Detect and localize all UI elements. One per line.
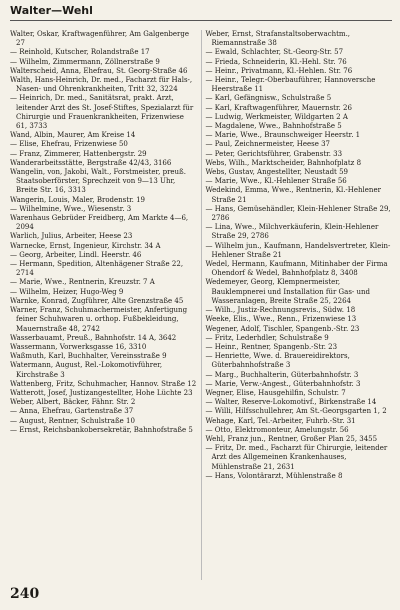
directory-entry: — Wilhelmine, Wwe., Wiesenstr. 3 [10, 204, 132, 213]
directory-entry: Walter, Oskar, Kraftwagenführer, Am Galgenberge 27 [10, 30, 189, 48]
directory-entry: — Wilhelm jun., Kaufmann, Handelsvertreter, Klein-Hehlener Straße 21 [205, 241, 391, 259]
directory-entry: — Heinr., Telegr.-Oberbauführer, Hannoversche Heerstraße 11 [205, 76, 376, 94]
directory-entry: — Hermann, Spedition, Altenhägener Straße 22, 2714 [10, 260, 184, 278]
directory-entry: — Ludwig, Werkmeister, Wildgarten 2 A [205, 112, 348, 121]
directory-entry: Webs, Gustav, Angestellter, Neustadt 59 [205, 168, 349, 177]
directory-entry: — Anna, Ehefrau, Gartenstraße 37 [10, 407, 134, 416]
left-column [10, 30, 197, 580]
directory-entry: — Wilhelm, Heizer, Hugo-Weg 9 [10, 287, 124, 296]
directory-entry: — Marg., Buchhalterin, Güterbahnhofstr. 3 [205, 370, 359, 379]
page-number: 240 [10, 586, 40, 602]
directory-entry: — Marie, Wwe., Braunschweiger Heerstr. 1 [205, 131, 361, 140]
directory-entry: — Heinr., Rentner, Spangenb.-Str. 23 [205, 342, 338, 351]
directory-entry: Wangelin, von, Jakobi, Walt., Forstmeister, preuß. Staatsoberförster, Sprechzeit von 9—13 Uhr, Breite Str. 16, 3313 [10, 168, 186, 195]
directory-entry: Warner, Franz, Schuhmachermeister, Anfertigung feiner Schuhwaren u. orthop. Fußbekleidung, Mauernstraße 48, 2742 [10, 306, 188, 333]
directory-entry: Walth, Hans-Heinrich, Dr. med., Facharzt für Hals-, Nasen- und Ohrenkrankheiten, Tritt 32, 3224 [10, 76, 193, 94]
directory-entry: — Walter, Reserve-Lokomotivf., Birkenstraße 14 [205, 398, 377, 407]
directory-entry: — Georg, Arbeiter, Lindl. Heerstr. 46 [10, 250, 142, 259]
directory-entry: Wedekind, Emma, Wwe., Rentnerin, Kl.-Hehlener Straße 21 [205, 186, 381, 204]
directory-entry: Wasserbauamt, Preuß., Bahnhofstr. 14 A, 3642 [10, 333, 177, 342]
directory-entry: — Willi, Hilfsschullehrer, Am St.-Georgsgarten 1, 2 [205, 407, 387, 416]
directory-entry: — Karl, Kraftwagenführer, Mauernstr. 26 [205, 103, 352, 112]
directory-entry: — Hans, Gemüsehändler, Klein-Hehlener Straße 29, 2786 [205, 204, 391, 223]
directory-entry: Weeke, Elis., Wwe., Renn., Frizenwiese 13 [205, 315, 357, 324]
directory-entry: — Elise, Ehefrau, Frizenwiese 50 [10, 140, 128, 149]
directory-entry: Weber, Albert, Bäcker, Fähnr. Str. 2 [10, 398, 136, 407]
directory-columns [10, 30, 392, 580]
directory-entry: — Franz, Zimmerer, Hattenbergstr. 29 [10, 149, 147, 158]
right-column [205, 30, 392, 580]
directory-entry: — Marie, Wwe., Rentnerin, Kreuzstr. 7 A [10, 278, 155, 287]
directory-entry: — Marie, Wwe., Kl.-Hehlener Straße 56 [205, 177, 347, 186]
directory-entry: Weber, Ernst, Strafanstaltsoberwachtm., Riemannstraße 38 [205, 30, 351, 48]
directory-entry: — Peter, Gerichtsführer, Grabenstr. 33 [205, 149, 343, 158]
directory-entry: Wegner, Elise, Hausgehilfin, Schulstr. 7 [205, 388, 346, 397]
directory-entry: — Heinrich, Dr. med., Sanitätsrat, prakt. Arzt, leitender Arzt des St. Josef-Stiftes, Spezialarzt für Chirurgie und Frauenkrankheiten, Frizenwiese 61, 3733 [10, 94, 194, 131]
directory-entry: Watterott, Josef, Justizangestellter, Hohe Lüchte 23 [10, 388, 193, 397]
directory-entry: Webs, Wilh., Marktscheider, Bahnhofplatz 8 [205, 158, 362, 167]
directory-entry: Wedel, Hermann, Kaufmann, Mitinhaber der Firma Ohendorf & Wedel, Bahnhofplatz 8, 3408 [205, 260, 388, 278]
directory-entry: — Magdalene, Wwe., Bahnhofstraße 5 [205, 122, 342, 131]
directory-entry: Warnke, Konrad, Zugführer, Alte Grenzstraße 45 [10, 296, 184, 305]
directory-entry: — Henriette, Wwe. d. Brauereidirektors, Güterbahnhofstraße 3 [205, 352, 350, 370]
directory-entry: — Hans, Volontärarzt, Mühlenstraße 8 [205, 471, 343, 480]
directory-entry: — Wilh., Justiz-Rechnungsrevis., Südw. 18 [205, 306, 356, 315]
directory-entry: — Reinhold, Kutscher, Rolandstraße 17 [10, 48, 150, 57]
directory-entry: Wand, Albin, Maurer, Am Kreise 14 [10, 131, 136, 140]
directory-entry: Wegener, Adolf, Tischler, Spangenb.-Str. 23 [205, 324, 360, 333]
directory-entry: — Paul, Zeichnermeister, Heese 37 [205, 140, 330, 149]
directory-entry: Wangerin, Louis, Maler, Brodenstr. 19 [10, 195, 146, 204]
directory-entry: Wassermann, Vorwerksgasse 16, 3310 [10, 342, 147, 351]
directory-entry: — Karl, Gefängnisw., Schulstraße 5 [205, 94, 332, 103]
directory-entry: Wehage, Karl, Tel.-Arbeiter, Fuhrb.-Str. 31 [205, 416, 356, 425]
directory-entry: — Ewald, Schlachter, St.-Georg-Str. 57 [205, 48, 344, 57]
directory-entry: Wanderarbeitsstätte, Bergstraße 42/43, 3166 [10, 158, 172, 167]
directory-entry: — Fritz, Lederhdler, Schulstraße 9 [205, 333, 329, 342]
directory-entry: — Fritz, Dr. med., Facharzt für Chirurgie, leitender Arzt des Allgemeinen Krankenhauses, Mühlenstraße 21, 2631 [205, 444, 388, 471]
directory-entry: Warenhaus Gebrüder Freidberg, Am Markte 4—6, 2094 [10, 214, 189, 232]
directory-entry: — Otto, Elektromonteur, Amelungstr. 56 [205, 425, 349, 434]
column-divider [201, 30, 202, 580]
directory-entry: Wehl, Franz jun., Rentner, Großer Plan 25, 3455 [205, 434, 378, 443]
directory-entry: — Wilhelm, Zimmermann, Zöllnerstraße 9 [10, 57, 160, 66]
directory-entry: — Marie, Verw.-Angest., Güterbahnhofstr. 3 [205, 379, 361, 388]
directory-entry: Walterscheid, Anna, Ehefrau, St. Georg-Straße 46 [10, 66, 188, 75]
directory-entry: — Heinr., Privatmann, Kl.-Hehlen. Str. 76 [205, 66, 353, 75]
directory-entry: Warnecke, Ernst, Ingenieur, Kirchstr. 34 A [10, 241, 161, 250]
directory-entry: Wedemeyer, Georg, Klempnermeister, Bauklempnerei und Installation für Gas- und Wasseranlagen, Breite Straße 25, 2264 [205, 278, 370, 305]
directory-entry: — Frieda, Schneiderin, Kl.-Hehl. Str. 76 [205, 57, 347, 66]
directory-entry: Waßmuth, Karl, Buchhalter, Vereinsstraße 9 [10, 352, 167, 361]
directory-entry: — Lina, Wwe., Milchverkäuferin, Klein-Hehlener Straße 29, 2786 [205, 223, 379, 241]
directory-entry: — August, Rentner, Schulstraße 10 [10, 416, 135, 425]
directory-entry: Warlich, Julius, Arbeiter, Heese 23 [10, 232, 133, 241]
directory-entry: Wattenberg, Fritz, Schuhmacher, Hannov. Straße 12 [10, 379, 197, 388]
directory-entry: Watermann, August, Rel.-Lokomotivführer, Kirchstraße 3 [10, 361, 163, 379]
page-header: Walter—Wehl [10, 4, 392, 21]
directory-entry: — Ernst, Reichsbankobersekretär, Bahnhofstraße 5 [10, 425, 193, 434]
